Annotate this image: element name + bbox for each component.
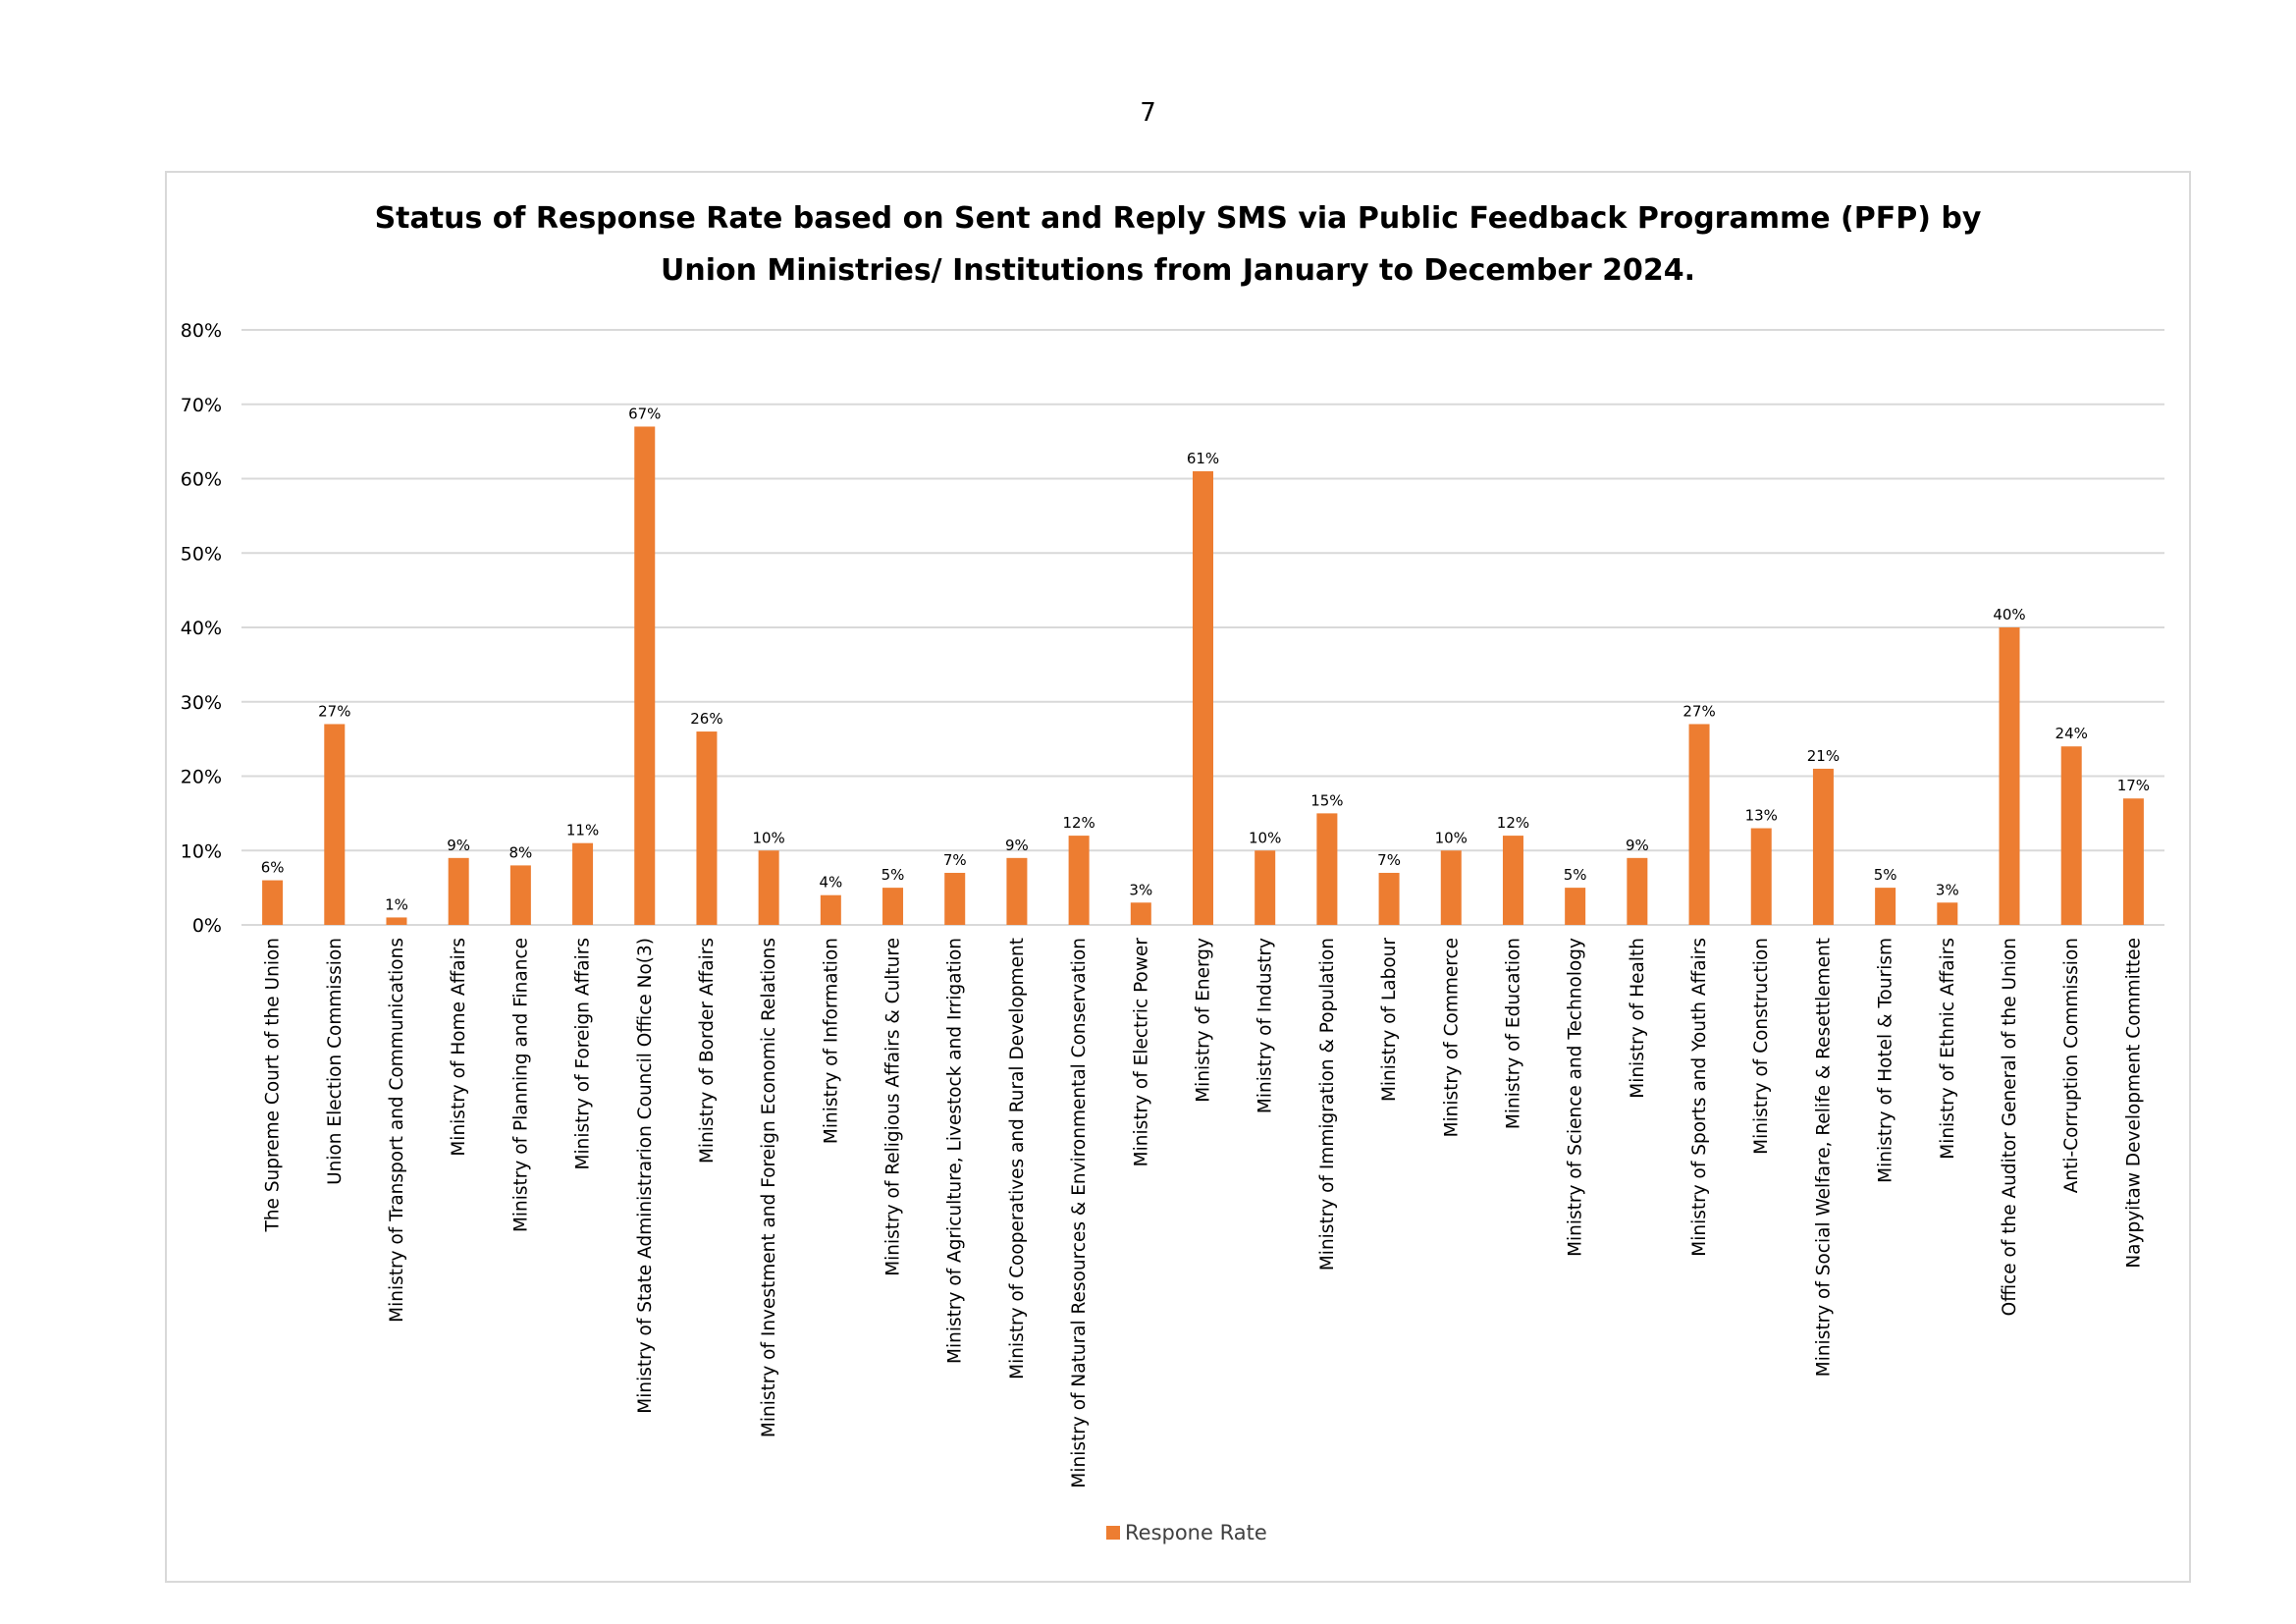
data-label: 6% xyxy=(260,858,285,877)
data-label: 7% xyxy=(942,850,967,869)
x-axis-labels xyxy=(263,938,2145,1489)
bar xyxy=(1813,769,1834,925)
legend-label: Respone Rate xyxy=(1125,1521,1267,1544)
x-category-label: Anti-Corruption Commission xyxy=(2061,938,2083,1194)
data-label: 9% xyxy=(447,836,471,854)
x-category-label: Ministry of Health xyxy=(1627,938,1648,1099)
x-category-label: The Supreme Court of the Union xyxy=(262,938,284,1232)
x-category-label: Ministry of Labour xyxy=(1379,938,1401,1103)
data-label: 12% xyxy=(1062,814,1095,833)
bar xyxy=(510,865,531,925)
bar xyxy=(1441,850,1462,925)
x-category-label: Ministry of Industry xyxy=(1255,938,1276,1114)
data-label: 12% xyxy=(1496,814,1530,833)
x-category-label: Ministry of Social Welfare, Relife & Resettlement xyxy=(1813,938,1835,1378)
y-tick-label: 40% xyxy=(180,618,222,639)
data-label: 27% xyxy=(1682,702,1716,721)
data-label: 5% xyxy=(1873,866,1897,885)
x-category-label: Ministry of Education xyxy=(1503,938,1524,1130)
x-category-label: Office of the Auditor General of the Union xyxy=(2000,938,2021,1317)
data-label: 8% xyxy=(508,843,533,862)
data-label: 5% xyxy=(1563,866,1587,885)
x-category-label: Ministry of Agriculture, Livestock and Irrigation xyxy=(944,938,966,1364)
bar xyxy=(1875,888,1896,925)
data-label: 13% xyxy=(1744,806,1778,825)
y-tick-label: 10% xyxy=(180,840,222,863)
x-category-label: Union Election Commission xyxy=(324,938,346,1185)
data-label: 61% xyxy=(1186,449,1220,467)
data-label: 15% xyxy=(1310,791,1344,810)
x-category-label: Ministry of Ethnic Affairs xyxy=(1937,938,1958,1160)
legend-swatch xyxy=(1106,1526,1120,1540)
bar xyxy=(449,858,469,925)
bar xyxy=(821,895,841,925)
x-category-label: Ministry of Investment and Foreign Economic Relations xyxy=(759,938,780,1438)
data-label: 3% xyxy=(1129,881,1153,899)
data-label: 67% xyxy=(628,405,662,423)
x-category-label: Ministry of Electric Power xyxy=(1131,938,1152,1167)
bar xyxy=(759,850,779,925)
x-category-label: Ministry of Immigration & Population xyxy=(1316,938,1338,1272)
x-category-label: Ministry of Foreign Affairs xyxy=(572,938,594,1170)
x-category-label: Ministry of Transport and Communications xyxy=(386,938,407,1323)
y-tick-label: 50% xyxy=(180,543,222,566)
data-label: 9% xyxy=(1625,836,1649,854)
x-category-label: Ministry of Hotel & Tourism xyxy=(1875,938,1896,1183)
data-label: 24% xyxy=(2055,725,2088,743)
bar xyxy=(634,426,655,925)
data-label: 27% xyxy=(318,702,351,721)
y-tick-label: 20% xyxy=(180,766,222,788)
y-tick-label: 60% xyxy=(180,468,222,491)
y-axis-ticks xyxy=(181,320,222,937)
data-label: 3% xyxy=(1935,881,1959,899)
data-label: 17% xyxy=(2116,777,2151,795)
bar xyxy=(324,724,345,925)
legend xyxy=(1106,1521,1267,1544)
y-tick-label: 30% xyxy=(180,691,222,714)
x-category-label: Ministry of Commerce xyxy=(1441,938,1463,1138)
x-category-label: Ministry of Border Affairs xyxy=(696,938,718,1164)
bar xyxy=(882,888,903,925)
bar xyxy=(1006,858,1027,925)
x-category-label: Ministry of Science and Technology xyxy=(1565,938,1586,1257)
data-label: 26% xyxy=(690,710,723,729)
y-tick-label: 0% xyxy=(191,915,222,937)
bar xyxy=(2061,746,2082,925)
bar xyxy=(2000,627,2020,925)
bar xyxy=(1503,836,1523,925)
bar xyxy=(1131,902,1151,925)
y-tick-label: 80% xyxy=(180,320,222,342)
data-label: 10% xyxy=(1434,829,1468,847)
x-category-label: Ministry of Planning and Finance xyxy=(510,938,532,1233)
data-label: 7% xyxy=(1377,850,1401,869)
x-category-label: Ministry of Information xyxy=(821,938,842,1145)
x-category-label: Ministry of State Administrarion Council Office No(3) xyxy=(634,938,656,1414)
x-category-label: Ministry of Cooperatives and Rural Development xyxy=(1006,938,1028,1380)
data-label: 10% xyxy=(752,829,785,847)
bar xyxy=(1751,829,1772,925)
chart-title-line-1: Status of Response Rate based on Sent and Reply SMS via Public Feedback Programme (PFP) by xyxy=(374,201,1982,236)
chart-title-line-2: Union Ministries/ Institutions from January to December 2024. xyxy=(661,253,1695,288)
bar xyxy=(1689,724,1710,925)
x-category-label: Ministry of Religious Affairs & Culture xyxy=(882,938,904,1276)
data-label: 40% xyxy=(1993,606,2026,623)
x-category-label: Naypyitaw Development Committee xyxy=(2123,938,2145,1269)
data-label: 1% xyxy=(385,895,408,914)
x-category-label: Ministry of Natural Resources & Environmental Conservation xyxy=(1069,938,1091,1489)
bar xyxy=(1069,836,1090,925)
x-category-label: Ministry of Energy xyxy=(1193,938,1214,1103)
bar xyxy=(1316,813,1337,925)
bar xyxy=(1193,471,1213,925)
bar xyxy=(1627,858,1647,925)
bar xyxy=(1565,888,1585,925)
y-tick-label: 70% xyxy=(180,394,222,416)
data-label: 11% xyxy=(565,821,600,839)
data-label: 4% xyxy=(819,873,843,892)
x-category-label: Ministry of Home Affairs xyxy=(449,938,470,1157)
page-number: 7 xyxy=(1140,98,1156,128)
data-label: 9% xyxy=(1005,836,1029,854)
bar xyxy=(572,843,593,925)
data-label: 5% xyxy=(881,866,905,885)
data-label: 21% xyxy=(1806,746,1841,765)
bar xyxy=(1255,850,1275,925)
bar xyxy=(944,873,965,925)
data-label: 10% xyxy=(1249,829,1282,847)
bar xyxy=(1937,902,1957,925)
bar xyxy=(2123,798,2144,925)
bar xyxy=(386,917,406,925)
bar xyxy=(1379,873,1400,925)
bar xyxy=(262,881,283,925)
x-category-label: Ministry of Construction xyxy=(1751,938,1773,1155)
bar xyxy=(696,731,717,925)
x-category-label: Ministry of Sports and Youth Affairs xyxy=(1689,938,1711,1257)
